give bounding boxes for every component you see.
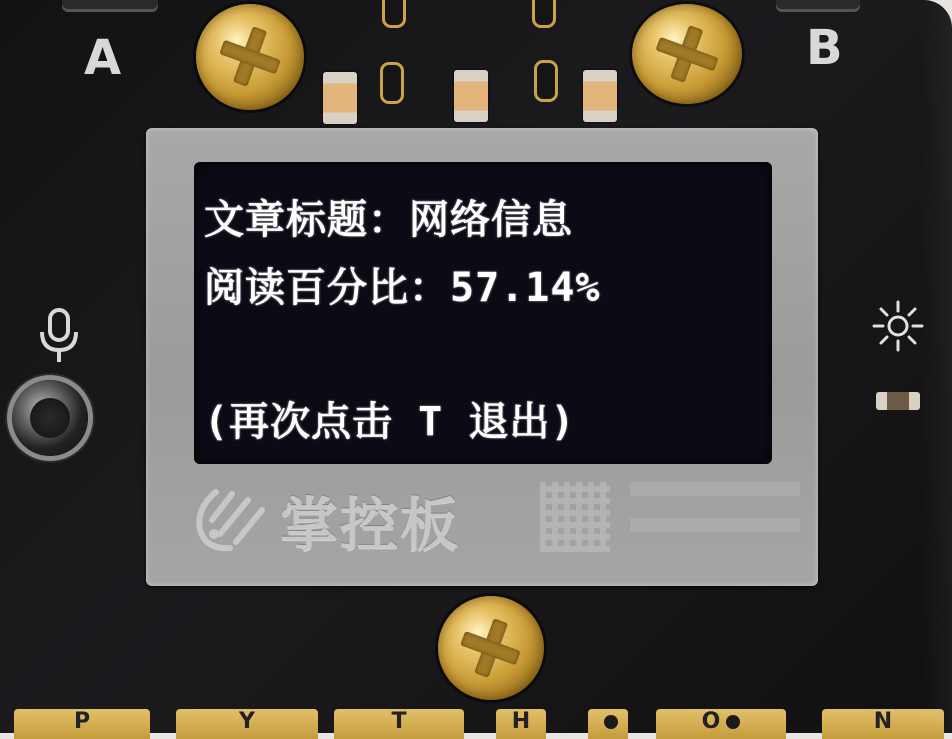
- microphone: [12, 380, 88, 456]
- touch-pad-label: N: [873, 709, 893, 734]
- touch-slot: [380, 62, 404, 104]
- brand-mark: [186, 480, 460, 560]
- article-title-line: 文章标题：网络信息: [204, 197, 573, 243]
- screw-top-left: [196, 4, 304, 110]
- touch-pad-n[interactable]: [822, 709, 944, 739]
- top-connector-left: [62, 0, 158, 12]
- brand-logo-icon: [186, 484, 270, 556]
- touch-pad-y[interactable]: [176, 709, 318, 739]
- exit-hint-line: (再次点击 T 退出): [204, 399, 576, 445]
- pad-hole: [726, 715, 740, 729]
- touch-pad-hole: [588, 709, 628, 739]
- button-a-label[interactable]: A: [84, 30, 122, 86]
- rgb-led-3: [583, 70, 617, 122]
- rgb-led-2: [454, 70, 488, 122]
- screw-top-right: [632, 4, 742, 104]
- printed-info-block: [630, 480, 800, 552]
- brand-name: 掌控板: [280, 491, 461, 559]
- touch-slot: [532, 0, 556, 28]
- pad-hole: [604, 715, 618, 729]
- oled-screen: [194, 162, 772, 464]
- touch-pad-label: O: [701, 709, 721, 734]
- touch-slot: [382, 0, 406, 28]
- screw-bottom: [438, 596, 544, 700]
- touch-pad-label: P: [73, 709, 91, 734]
- top-connector-right: [776, 0, 860, 12]
- microphone-icon: [34, 306, 84, 366]
- rgb-led-1: [323, 72, 357, 124]
- touch-pad-label: T: [391, 709, 407, 734]
- light-sensor-icon: [870, 298, 926, 354]
- touch-pad-o[interactable]: [656, 709, 786, 739]
- touch-pad-p[interactable]: [14, 709, 150, 739]
- touch-pad-t[interactable]: [334, 709, 464, 739]
- touch-pad-h[interactable]: [496, 709, 546, 739]
- button-b-label[interactable]: B: [806, 20, 843, 76]
- qr-code: [540, 482, 610, 552]
- touch-pad-label: Y: [239, 709, 255, 734]
- light-sensor: [876, 392, 920, 410]
- touch-pad-label: H: [511, 709, 531, 734]
- touch-slot: [534, 60, 558, 102]
- reading-percent-line: 阅读百分比：57.14%: [204, 265, 601, 311]
